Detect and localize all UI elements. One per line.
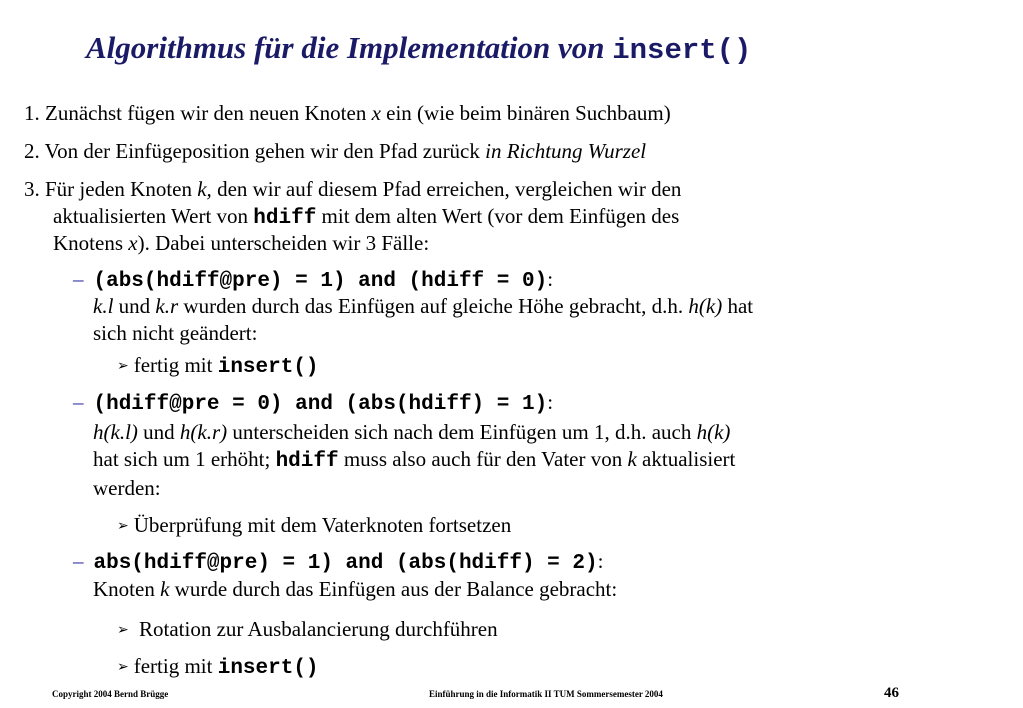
page-number: 46 (884, 685, 899, 701)
case-3-heading: – abs(hdiff@pre) = 1) and (abs(hdiff) = 2): (73, 549, 604, 575)
case-1-text: k.l und k.r wurden durch das Einfügen auf gleiche Höhe gebracht, d.h. h(k) hat (93, 294, 754, 318)
footer-copyright: Copyright 2004 Bernd Brügge (52, 689, 169, 699)
arrow-bullet-icon: ➢ (117, 358, 129, 374)
case-2-result: ➢ Überprüfung mit dem Vaterknoten fortsetzen (117, 513, 512, 537)
slide-title (86, 28, 751, 71)
case-2-heading: – (hdiff@pre = 0) and (abs(hdiff) = 1): (73, 390, 554, 416)
arrow-bullet-icon: ➢ (117, 518, 129, 534)
dash-bullet: – (73, 390, 84, 414)
title-text: Algorithmus für die Implementation von (86, 30, 613, 65)
footer-course: Einführung in die Informatik II TUM Sommersemester 2004 (429, 689, 663, 699)
case-3-result-1: ➢ Rotation zur Ausbalancierung durchführen (117, 617, 498, 641)
item-3: 3. Für jeden Knoten k, den wir auf diesem Pfad erreichen, vergleichen wir den (24, 177, 682, 201)
dash-bullet: – (73, 267, 84, 291)
case-1-heading: – (abs(hdiff@pre) = 1) and (hdiff = 0): (73, 267, 554, 293)
case-1-text-2: sich nicht geändert: (93, 321, 258, 345)
item-2: 2. Von der Einfügeposition gehen wir den Pfad zurück in Richtung Wurzel (24, 139, 647, 163)
item-1: 1. Zunächst fügen wir den neuen Knoten x ein (wie beim binären Suchbaum) (24, 101, 671, 125)
item-3-end: Knotens x). Dabei unterscheiden wir 3 Fälle: (53, 231, 430, 255)
arrow-bullet-icon: ➢ (117, 622, 129, 638)
arrow-bullet-icon: ➢ (117, 659, 129, 675)
item-3-continued: aktualisierten Wert von hdiff mit dem alten Wert (vor dem Einfügen des (53, 204, 680, 230)
dash-bullet: – (73, 549, 84, 573)
case-1-result: ➢ fertig mit insert() (117, 353, 319, 379)
case-2-text: h(k.l) und h(k.r) unterscheiden sich nach dem Einfügen um 1, d.h. auch h(k) (93, 420, 731, 444)
case-2-text-2: hat sich um 1 erhöht; hdiff muss also auch für den Vater von k aktualisiert (93, 447, 736, 473)
case-2-text-3: werden: (93, 476, 161, 500)
case-3-result-2: ➢ fertig mit insert() (117, 654, 319, 680)
title-code: insert() (612, 34, 752, 67)
case-3-text: Knoten k wurde durch das Einfügen aus der Balance gebracht: (93, 577, 618, 601)
